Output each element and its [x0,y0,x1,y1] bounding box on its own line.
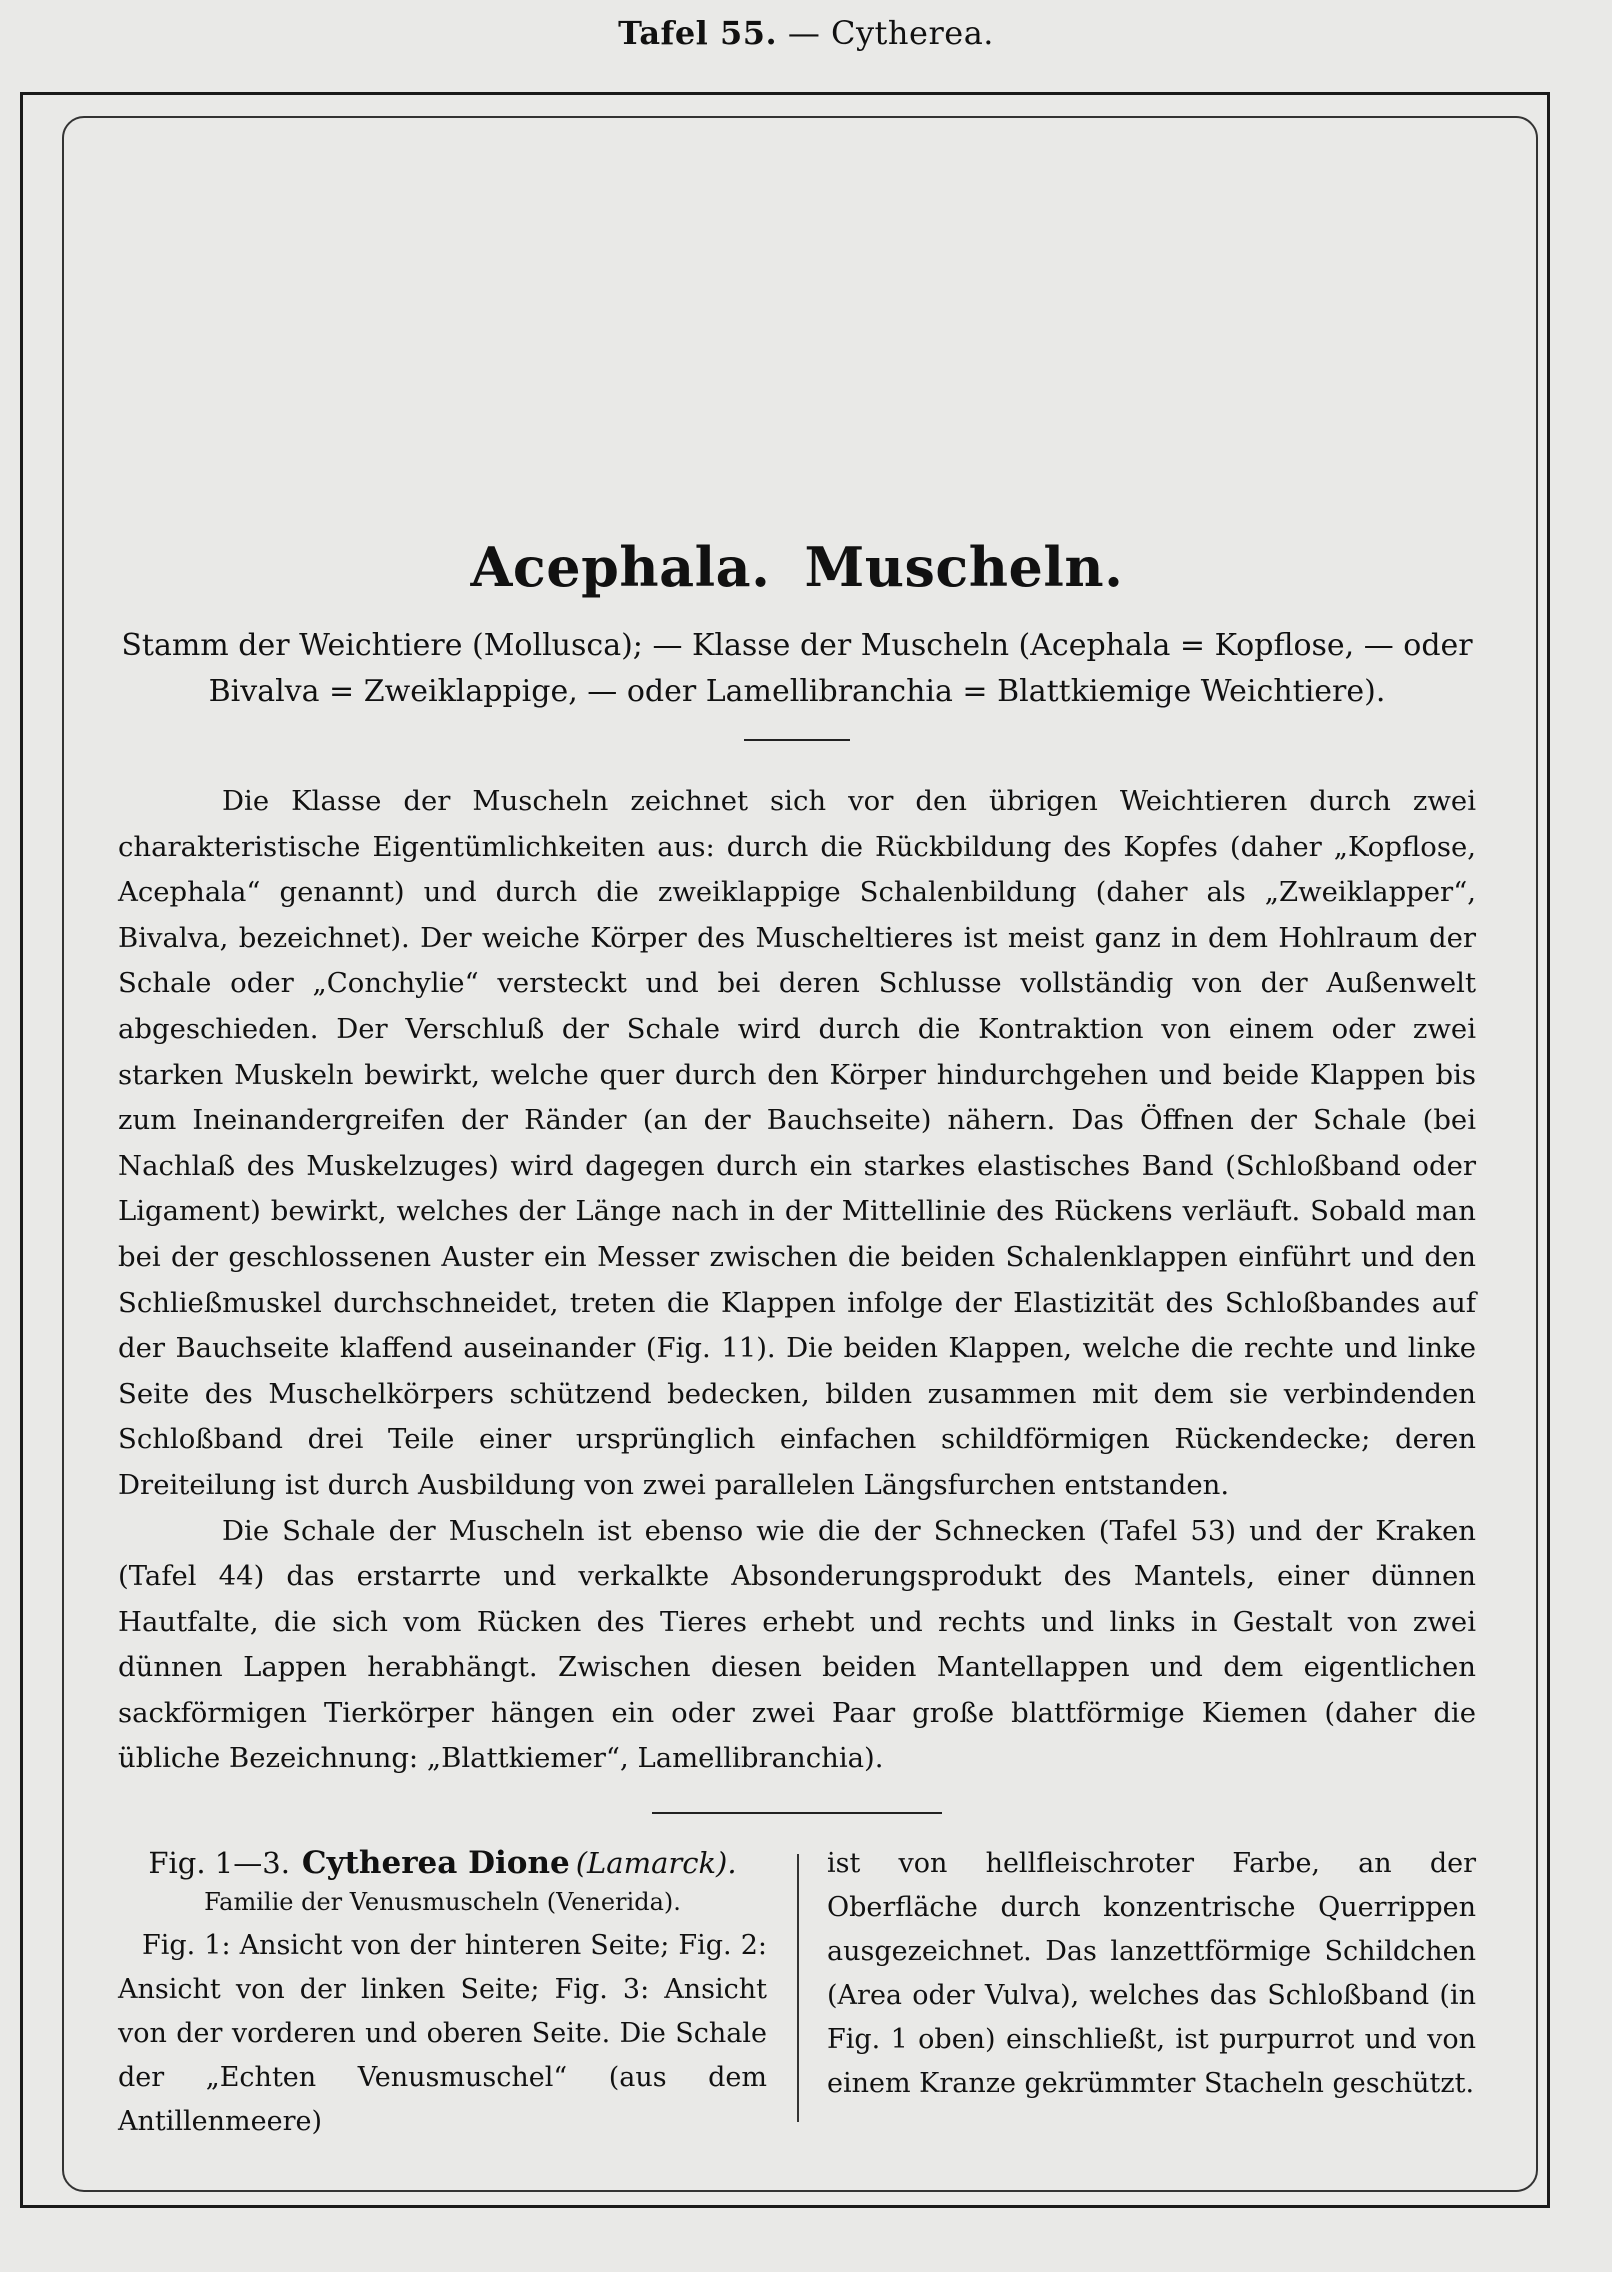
figure-caption [118,1842,1476,2144]
family-name: Familie der Venusmuscheln (Venerida). [204,1888,681,1917]
figure-label: Fig. 1—3. [148,1846,290,1881]
title-latin: Acephala. [470,535,771,599]
running-head-separator: — [787,14,821,52]
plate-number: Tafel 55. [618,14,778,52]
divider-long [652,1812,942,1814]
caption-right-text: ist von hellfleischroter Farbe, an der Oberfläche durch konzentrische Querrippen ausgezeichnet. Das lanzettförmige Schildchen (Area oder Vulva), welches das Schloßband (in Fig. 1 oben) einschließt, ist purpurrot und von einem Kranze gekrümmter Stacheln geschützt. [827,1848,1476,2100]
paragraph-2: Die Schale der Muscheln ist ebenso wie die der Schnecken (Tafel 53) und der Kraken (Tafel 44) das erstarrte und verkalkte Absonderungsprodukt des Mantels, einer dünnen Hautfalte, die sich vom Rücken des Tieres erhebt und rechts und links in Gestalt von zwei dünnen Lappen herabhängt. Zwischen diesen beiden Mantellappen und dem eigentlichen sackförmigen Tierkörper hängen ein oder zwei Paar große blattförmige Kiemen (daher die übliche Bezeichnung: „Blattkiemer“, Lamellibranchia). [118,1514,1476,1775]
paragraph-1: Die Klasse der Muscheln zeichnet sich vor den übrigen Weichtieren durch zwei charakteristische Eigentümlichkeiten aus: durch die Rückbildung des Kopfes (daher „Kopflose, Acephala“ genannt) und durch die zweiklappige Schalenbildung (daher als „Zweiklapper“, Bivalva, bezeichnet). Der weiche Körper des Muscheltieres ist meist ganz in dem Hohlraum der Schale oder „Conchylie“ versteckt und bei deren Schlusse vollständig von der Außenwelt abgeschieden. Der Verschluß der Schale wird durch die Kontraktion von einem oder zwei starken Muskeln bewirkt, welche quer durch den Körper hindurchgehen und beide Klappen bis zum Ineinandergreifen der Ränder (an der Bauchseite) nähern. Das Öffnen der Schale (bei Nachlaß des Muskelzuges) wird dagegen durch ein starkes elastisches Band (Schloßband oder Ligament) bewirkt, welches der Länge nach in der Mittellinie des Rückens verläuft. Sobald man bei der geschlossenen Auster ein Messer zwischen die beiden Schalenklappen einführt und den Schließmuskel durchschneidet, treten die Klappen infolge der Elastizität des Schloßbandes auf der Bauchseite klaffend auseinander (Fig. 11). Die beiden Klappen, welche die rechte und linke Seite des Muschelkörpers schützend bedecken, bilden zusammen mit dem sie verbindenden Schloßband drei Teile einer ursprünglich einfachen schildförmigen Rückendecke; deren Dreiteilung ist durch Ausbildung von zwei parallelen Längsfurchen entstanden. [118,785,1476,1501]
caption-right-column [799,1842,1476,2144]
page-title [118,535,1476,599]
page-content [118,535,1476,2144]
title-german: Muscheln. [804,535,1124,599]
caption-left-column [118,1842,797,2144]
species-name: Cytherea Dione [301,1845,570,1882]
taxonomy-subtitle: Stamm der Weichtiere (Mollusca); — Klasse der Muscheln (Acephala = Kopflose, — oder Bivalva = Zweiklappige, — oder Lamellibranchia = Blattkiemige Weichtiere). [121,628,1473,709]
caption-left-text: Fig. 1: Ansicht von der hinteren Seite; Fig. 2: Ansicht von der linken Seite; Fig. 3: Ansicht von der vorderen und oberen Seite. Die Schale der „Echten Venusmuschel“ (aus dem Antillenmeere) [118,1930,767,2138]
divider-short [744,739,850,741]
body-text [118,779,1476,1782]
species-author: (Lamarck). [575,1846,737,1881]
figure-heading [118,1842,767,1884]
running-head-genus: Cytherea. [830,14,994,52]
running-head [0,14,1612,52]
